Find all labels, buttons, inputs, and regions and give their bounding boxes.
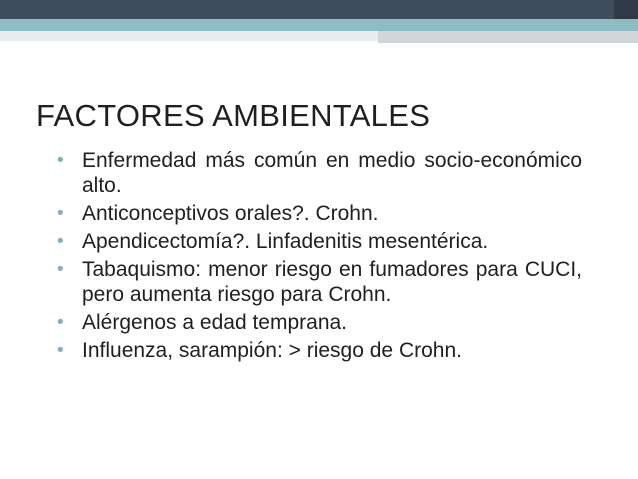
list-item	[56, 201, 582, 226]
list-item	[56, 310, 582, 335]
bullet-icon: •	[57, 203, 64, 224]
list-item	[56, 148, 582, 198]
bullet-text: Enfermedad más común en medio socio-económico alto.	[82, 149, 582, 197]
list-item	[56, 229, 582, 254]
bullet-icon: •	[57, 231, 64, 252]
bullet-list	[56, 148, 582, 366]
bullet-text: Apendicectomía?. Linfadenitis mesentérica.	[82, 230, 489, 253]
bullet-text: Influenza, sarampión: > riesgo de Crohn.	[82, 339, 462, 362]
header-band-dark	[0, 0, 638, 19]
bullet-icon: •	[57, 150, 64, 171]
header-band-gray-right	[378, 31, 638, 43]
bullet-icon: •	[57, 259, 64, 280]
list-item	[56, 338, 582, 363]
bullet-icon: •	[57, 312, 64, 333]
slide-title: FACTORES AMBIENTALES	[36, 98, 431, 133]
header-band-teal	[0, 19, 638, 31]
header-corner-tab	[614, 0, 638, 19]
bullet-icon: •	[57, 340, 64, 361]
bullet-text: Tabaquismo: menor riesgo en fumadores para CUCI, pero aumenta riesgo para Crohn.	[82, 258, 582, 306]
list-item	[56, 257, 582, 307]
bullet-text: Alérgenos a edad temprana.	[82, 311, 348, 334]
bullet-text: Anticonceptivos orales?. Crohn.	[82, 202, 379, 225]
